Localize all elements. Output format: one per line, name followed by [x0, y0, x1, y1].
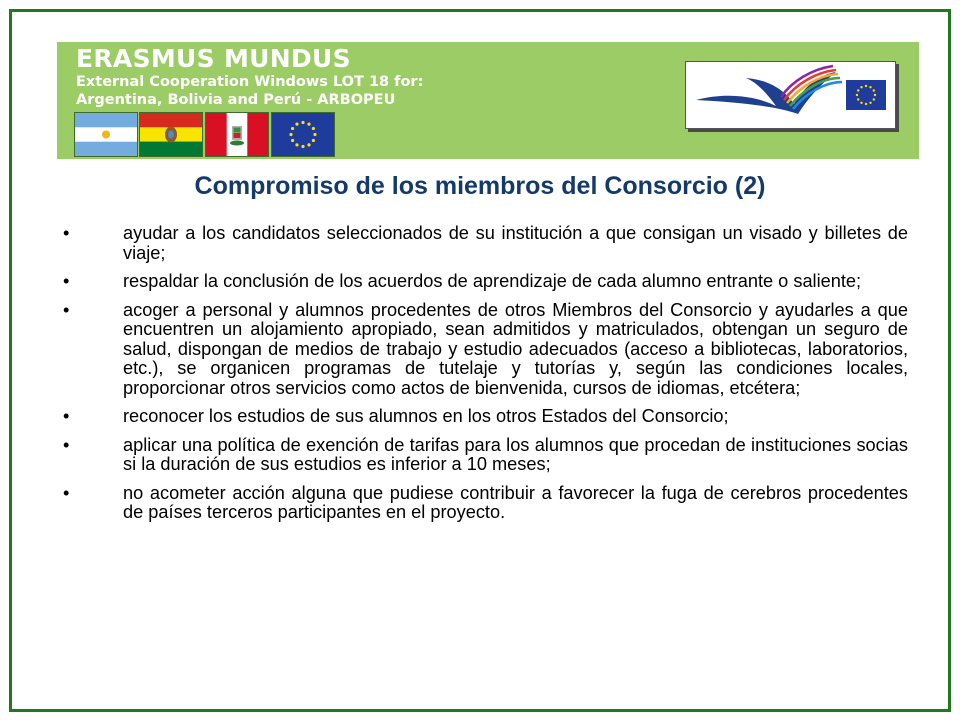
header-banner — [57, 42, 919, 159]
list-item-text: no acometer acción alguna que pudiese contribuir a favorecer la fuga de cerebros procedentes de países terceros participantes en el proyecto. — [123, 482, 908, 522]
list-item-text: ayudar a los candidatos seleccionados de su institución a que consigan un visado y billetes de viaje; — [123, 223, 908, 263]
bullet-marker: • — [63, 406, 70, 426]
bullet-list — [63, 224, 908, 532]
list-item-text: aplicar una política de exención de tarifas para los alumnos que procedan de instituciones socias si la duración de sus estudios es inferior a 10 meses; — [123, 434, 908, 474]
list-item-text: acoger a personal y alumnos procedentes de otros Miembros del Consorcio y ayudarles a que encuentren un alojamiento apropiado, sean admitidos y matriculados, obtengan un seguro de salud, dispongan de medios de trabajo y estudio adecuados (acceso a bibliotecas, laboratorios, etc.), se organicen programas de tutelaje y tutorías y, según las condiciones locales, proporcionar otros servicios como actos de bienvenida, cursos de idiomas, etcétera; — [123, 299, 908, 398]
peru-flag-icon — [205, 112, 269, 157]
list-item — [63, 301, 908, 399]
banner-subtitle-line2: Argentina, Bolivia and Perú - ARBOPEU — [76, 92, 396, 108]
bullet-marker: • — [63, 482, 70, 503]
list-item-text: reconocer los estudios de sus alumnos en los otros Estados del Consorcio; — [123, 406, 729, 426]
bullet-marker: • — [63, 223, 70, 243]
list-item — [63, 484, 908, 523]
banner-title: ERASMUS MUNDUS — [76, 44, 351, 73]
list-item — [63, 272, 908, 292]
list-item — [63, 436, 908, 475]
bolivia-flag-icon — [139, 112, 203, 157]
argentina-flag-icon — [74, 112, 138, 157]
eu-logo-flag-icon — [846, 80, 886, 110]
slide-title: Compromiso de los miembros del Consorcio (2) — [194, 172, 766, 200]
list-item-text: respaldar la conclusión de los acuerdos de aprendizaje de cada alumno entrante o saliente; — [123, 271, 862, 291]
list-item — [63, 224, 908, 263]
banner-subtitle — [76, 73, 423, 109]
list-item — [63, 407, 908, 427]
banner-subtitle-line1: External Cooperation Windows LOT 18 for: — [76, 74, 424, 90]
bullet-marker: • — [63, 434, 70, 455]
bullet-marker: • — [63, 299, 70, 320]
erasmus-mundus-logo — [685, 61, 896, 129]
bullet-marker: • — [63, 271, 70, 291]
eu-flag-icon — [271, 112, 335, 157]
